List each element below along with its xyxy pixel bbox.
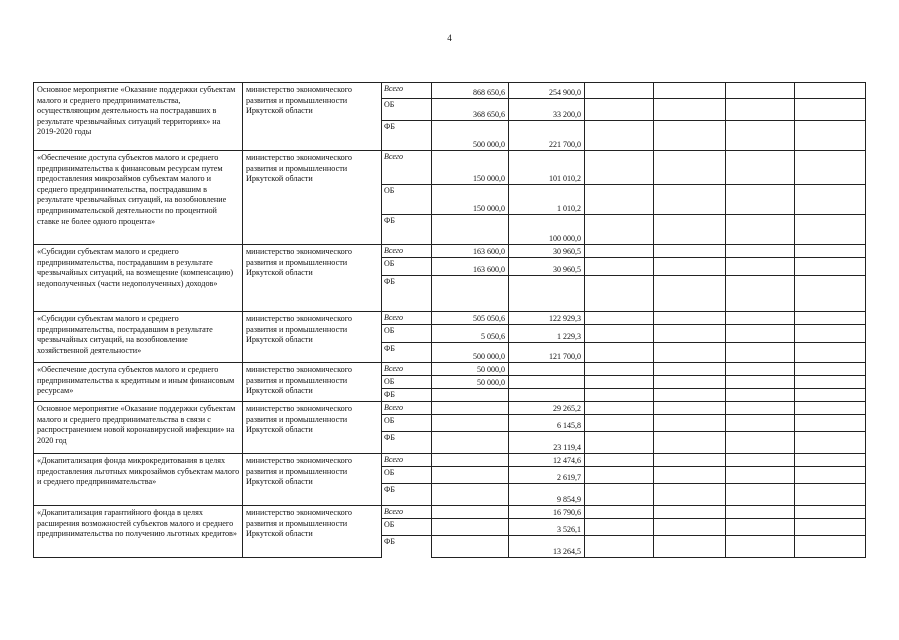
empty-cell	[585, 312, 654, 325]
amount-col1: 50 000,0	[477, 378, 505, 387]
table-row	[34, 454, 866, 467]
amount-col2: 2 619,7	[557, 473, 581, 482]
funding-source-label: ОБ	[382, 325, 432, 343]
amount-col2: 16 790,6	[553, 508, 581, 517]
funding-source-label: ОБ	[382, 99, 432, 121]
empty-cell	[654, 376, 726, 389]
amount-col2: 101 010,2	[549, 174, 581, 183]
funding-source-label: ОБ	[382, 185, 432, 215]
empty-cell	[726, 536, 795, 558]
empty-cell	[726, 343, 795, 363]
funding-source-label: ФБ	[382, 484, 432, 506]
amount-col2: 9 854,9	[557, 495, 581, 504]
empty-cell	[585, 121, 654, 151]
amount-col1: 150 000,0	[473, 204, 505, 213]
page-number: 4	[447, 33, 452, 43]
empty-cell	[795, 83, 866, 99]
empty-cell	[726, 432, 795, 454]
empty-cell	[585, 536, 654, 558]
activity-name: «Докапитализация гарантийного фонда в целях расширения возможностей субъектов малого и среднего предпринимательства по получению льготных кредитов»	[34, 506, 243, 558]
empty-cell	[726, 363, 795, 376]
amount-col1: 368 650,6	[473, 110, 505, 119]
empty-cell	[726, 245, 795, 258]
empty-cell	[726, 484, 795, 506]
empty-cell	[795, 185, 866, 215]
empty-cell	[585, 99, 654, 121]
table-row	[34, 151, 866, 185]
empty-cell	[795, 389, 866, 402]
responsible-executor: министерство экономического развития и промышленности Иркутской области	[243, 151, 382, 245]
empty-cell	[654, 536, 726, 558]
funding-source-label: ФБ	[382, 536, 432, 558]
empty-cell	[795, 363, 866, 376]
funding-source-label: Всего	[382, 454, 432, 467]
empty-cell	[795, 519, 866, 536]
empty-cell	[654, 467, 726, 484]
table-row	[34, 245, 866, 258]
responsible-executor: министерство экономического развития и промышленности Иркутской области	[243, 245, 382, 312]
empty-cell	[654, 185, 726, 215]
funding-source-label: ОБ	[382, 519, 432, 536]
amount-col2: 29 265,2	[553, 404, 581, 413]
funding-source-label: Всего	[382, 312, 432, 325]
empty-cell	[585, 484, 654, 506]
empty-cell	[795, 484, 866, 506]
amount-col1: 163 600,0	[473, 265, 505, 274]
amount-col2: 3 526,1	[557, 525, 581, 534]
empty-cell	[585, 83, 654, 99]
amount-col2: 13 264,5	[553, 547, 581, 556]
empty-cell	[654, 506, 726, 519]
amount-col2: 121 700,0	[549, 352, 581, 361]
empty-cell	[654, 432, 726, 454]
empty-cell	[795, 151, 866, 185]
table-row	[34, 312, 866, 325]
empty-cell	[585, 389, 654, 402]
activity-name: Основное мероприятие «Оказание поддержки субъектам малого и среднего предпринимательства, осуществляющим деятельность на пострадавших в результате чрезвычайных ситуаций территориях» на 2019-2020 годы	[34, 83, 243, 151]
empty-cell	[795, 343, 866, 363]
empty-cell	[654, 99, 726, 121]
funding-source-label: Всего	[382, 506, 432, 519]
empty-cell	[585, 245, 654, 258]
empty-cell	[726, 376, 795, 389]
empty-cell	[585, 506, 654, 519]
empty-cell	[585, 151, 654, 185]
empty-cell	[654, 83, 726, 99]
empty-cell	[654, 484, 726, 506]
empty-cell	[585, 258, 654, 276]
amount-col2: 254 900,0	[549, 88, 581, 97]
empty-cell	[585, 215, 654, 245]
amount-col1: 500 000,0	[473, 352, 505, 361]
empty-cell	[654, 151, 726, 185]
funding-source-label: ФБ	[382, 432, 432, 454]
empty-cell	[585, 343, 654, 363]
empty-cell	[585, 376, 654, 389]
activity-name: «Обеспечение доступа субъектов малого и среднего предпринимательства к кредитным и иным финансовым ресурсам»	[34, 363, 243, 402]
empty-cell	[795, 325, 866, 343]
amount-col2: 12 474,6	[553, 456, 581, 465]
empty-cell	[654, 215, 726, 245]
funding-source-label: Всего	[382, 245, 432, 258]
funding-source-label: Всего	[382, 363, 432, 376]
empty-cell	[795, 376, 866, 389]
amount-col1: 505 050,6	[473, 314, 505, 323]
empty-cell	[585, 432, 654, 454]
empty-cell	[654, 519, 726, 536]
amount-col2: 30 960,5	[553, 265, 581, 274]
empty-cell	[795, 215, 866, 245]
responsible-executor: министерство экономического развития и промышленности Иркутской области	[243, 506, 382, 558]
amount-col2: 23 119,4	[553, 443, 581, 452]
amount-col2: 30 960,5	[553, 247, 581, 256]
funding-source-label: Всего	[382, 83, 432, 99]
activity-name: «Субсидии субъектам малого и среднего предпринимательства, пострадавшим в результате чрезвычайных ситуаций, на возобновление хозяйственной деятельности»	[34, 312, 243, 363]
empty-cell	[726, 519, 795, 536]
table-row	[34, 506, 866, 519]
empty-cell	[726, 325, 795, 343]
empty-cell	[654, 415, 726, 432]
empty-cell	[726, 99, 795, 121]
empty-cell	[795, 312, 866, 325]
amount-col2: 221 700,0	[549, 140, 581, 149]
amount-col2: 33 200,0	[553, 110, 581, 119]
empty-cell	[654, 363, 726, 376]
table-row	[34, 363, 866, 376]
empty-cell	[795, 258, 866, 276]
amount-col1: 50 000,0	[477, 365, 505, 374]
amount-col2: 100 000,0	[549, 234, 581, 243]
empty-cell	[654, 389, 726, 402]
empty-cell	[654, 245, 726, 258]
empty-cell	[585, 363, 654, 376]
empty-cell	[726, 415, 795, 432]
responsible-executor: министерство экономического развития и промышленности Иркутской области	[243, 402, 382, 454]
empty-cell	[654, 276, 726, 312]
empty-cell	[654, 454, 726, 467]
empty-cell	[795, 506, 866, 519]
empty-cell	[654, 402, 726, 415]
empty-cell	[585, 325, 654, 343]
responsible-executor: министерство экономического развития и промышленности Иркутской области	[243, 363, 382, 402]
funding-source-label: ОБ	[382, 415, 432, 432]
activity-name: Основное мероприятие «Оказание поддержки субъектам малого и среднего предпринимательства в связи с распространением новой коронавирусной инфекции» на 2020 год	[34, 402, 243, 454]
amount-col2: 1 229,3	[557, 332, 581, 341]
empty-cell	[726, 215, 795, 245]
funding-source-label: ОБ	[382, 258, 432, 276]
empty-cell	[654, 343, 726, 363]
funding-source-label: ФБ	[382, 121, 432, 151]
empty-cell	[726, 506, 795, 519]
funding-source-label: ФБ	[382, 215, 432, 245]
empty-cell	[726, 389, 795, 402]
empty-cell	[795, 432, 866, 454]
empty-cell	[585, 415, 654, 432]
empty-cell	[726, 402, 795, 415]
responsible-executor: министерство экономического развития и промышленности Иркутской области	[243, 312, 382, 363]
empty-cell	[585, 467, 654, 484]
table-row	[34, 83, 866, 99]
empty-cell	[654, 312, 726, 325]
funding-source-label: ФБ	[382, 389, 432, 402]
activity-name: «Докапитализация фонда микрокредитования в целях предоставления льготных микрозаймов субъектам малого и среднего предпринимательства»	[34, 454, 243, 506]
funding-source-label: ОБ	[382, 467, 432, 484]
empty-cell	[726, 121, 795, 151]
amount-col1: 163 600,0	[473, 247, 505, 256]
table-row	[34, 402, 866, 415]
empty-cell	[726, 454, 795, 467]
empty-cell	[726, 185, 795, 215]
empty-cell	[795, 454, 866, 467]
empty-cell	[795, 402, 866, 415]
program-table	[33, 82, 866, 558]
empty-cell	[726, 83, 795, 99]
responsible-executor: министерство экономического развития и промышленности Иркутской области	[243, 454, 382, 506]
funding-source-label: Всего	[382, 151, 432, 185]
empty-cell	[585, 454, 654, 467]
funding-source-label: ФБ	[382, 343, 432, 363]
empty-cell	[585, 402, 654, 415]
funding-source-label: ФБ	[382, 276, 432, 312]
amount-col2: 6 145,8	[557, 421, 581, 430]
empty-cell	[585, 276, 654, 312]
empty-cell	[585, 185, 654, 215]
empty-cell	[795, 121, 866, 151]
amount-col2: 122 929,3	[549, 314, 581, 323]
empty-cell	[726, 312, 795, 325]
amount-col1: 868 650,6	[473, 88, 505, 97]
empty-cell	[585, 519, 654, 536]
empty-cell	[795, 245, 866, 258]
empty-cell	[726, 467, 795, 484]
empty-cell	[726, 276, 795, 312]
empty-cell	[654, 325, 726, 343]
empty-cell	[795, 415, 866, 432]
empty-cell	[654, 258, 726, 276]
empty-cell	[795, 99, 866, 121]
activity-name: «Обеспечение доступа субъектов малого и среднего предпринимательства к финансовым ресурсам путем предоставления микрозаймов субъектам малого и среднего предпринимательства, пострадавшим в результате чрезвычайных ситуаций, на возобновление предпринимательской деятельности по процентной ставке не более одного процента»	[34, 151, 243, 245]
empty-cell	[726, 151, 795, 185]
amount-col1: 500 000,0	[473, 140, 505, 149]
empty-cell	[795, 536, 866, 558]
responsible-executor: министерство экономического развития и промышленности Иркутской области	[243, 83, 382, 151]
empty-cell	[795, 467, 866, 484]
activity-name: «Субсидии субъектам малого и среднего предпринимательства, пострадавшим в результате чрезвычайных ситуаций, на возмещение (компенсацию) недополученных (части недополученных) доходов»	[34, 245, 243, 312]
funding-source-label: Всего	[382, 402, 432, 415]
empty-cell	[654, 121, 726, 151]
amount-col1: 5 050,6	[481, 332, 505, 341]
amount-col2: 1 010,2	[557, 204, 581, 213]
empty-cell	[795, 276, 866, 312]
empty-cell	[726, 258, 795, 276]
amount-col1: 150 000,0	[473, 174, 505, 183]
funding-source-label: ОБ	[382, 376, 432, 389]
